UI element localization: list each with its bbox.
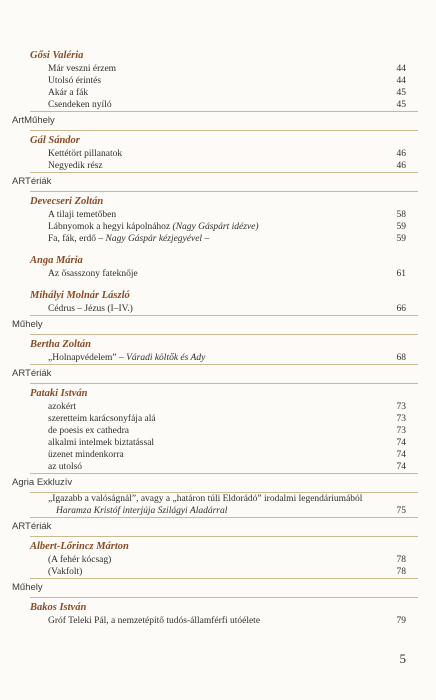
entry-page-number: 74	[396, 450, 406, 460]
entry-page-number: 73	[396, 426, 406, 436]
entry-page-number: 46	[396, 149, 406, 159]
toc-entry	[48, 268, 406, 280]
entry-page-number: 74	[396, 462, 406, 472]
entry-page-number: 45	[396, 100, 406, 110]
section-heading: ARTériák	[12, 176, 52, 187]
author-name: Mihályi Molnár László	[30, 290, 130, 301]
entry-page-number: 78	[396, 555, 406, 565]
section-divider	[30, 364, 418, 365]
section-divider	[30, 315, 418, 316]
entry-title: Cédrus – Jézus (I–IV.)	[48, 304, 133, 314]
entry-note: Haramza Kristóf interjúja Szilágyi Aladárral	[56, 506, 228, 516]
author-name: Anga Mária	[30, 255, 83, 266]
toc-entry	[48, 449, 406, 461]
entry-title: Gróf Teleki Pál, a nemzetépítő tudós-államférfi utóélete	[48, 616, 261, 626]
section-divider	[30, 111, 418, 112]
entry-title: A tilaji temetőben	[48, 210, 117, 220]
toc-entry	[48, 87, 406, 99]
toc-entry	[48, 75, 406, 87]
section-divider	[30, 536, 418, 537]
entry-title: Lábnyomok a hegyi kápolnához	[48, 222, 171, 232]
entry-title: Negyedik rész	[48, 161, 103, 171]
section-divider	[30, 597, 418, 598]
author-name: Pataki István	[30, 388, 88, 399]
entry-page-number: 68	[396, 353, 406, 363]
section-divider	[30, 130, 418, 131]
entry-title: „Igazabb a valóságnál”, avagy a „határon túli Eldorádó” irodalmi legendáriumából	[48, 494, 363, 504]
author-name: Albert-Lőrincz Márton	[30, 541, 129, 552]
entry-title: Akár a fák	[48, 88, 89, 98]
section-divider	[30, 383, 418, 384]
toc-entry	[56, 505, 406, 517]
entry-note: (Nagy Gáspárt idézve)	[172, 222, 259, 232]
entry-title: Csendeken nyíló	[48, 100, 112, 110]
author-name: Bakos István	[30, 602, 87, 613]
toc-entry	[48, 63, 406, 75]
entry-title: Már veszni érzem	[48, 64, 117, 74]
entry-title: Kettétört pillanatok	[48, 149, 123, 159]
entry-note: Nagy Gáspár kézjegyével –	[105, 234, 210, 244]
section-divider	[30, 191, 418, 192]
entry-title: de poesis ex cathedra	[48, 426, 129, 436]
entry-title: az utolsó	[48, 462, 83, 472]
toc-entry	[48, 221, 406, 233]
entry-page-number: 78	[396, 567, 406, 577]
author-name: Gősi Valéria	[30, 50, 84, 61]
entry-page-number: 46	[396, 161, 406, 171]
entry-page-number: 45	[396, 88, 406, 98]
entry-title: azokért	[48, 402, 76, 412]
toc-entry	[48, 554, 406, 566]
entry-page-number: 44	[396, 76, 406, 86]
entry-title: Az ősasszony fateknője	[48, 269, 138, 279]
entry-page-number: 44	[396, 64, 406, 74]
toc-entry	[48, 303, 406, 315]
author-name: Bertha Zoltán	[30, 339, 91, 350]
toc-entry	[48, 437, 406, 449]
entry-title: (A fehér kócsag)	[48, 555, 112, 565]
toc-entry	[48, 233, 406, 245]
entry-page-number: 59	[396, 222, 406, 232]
author-name: Devecseri Zoltán	[30, 196, 104, 207]
section-heading: Műhely	[12, 582, 43, 593]
entry-page-number: 61	[396, 269, 406, 279]
entry-note: Váradi költők és Ady	[126, 353, 206, 363]
section-divider	[30, 334, 418, 335]
section-divider	[30, 473, 418, 474]
entry-page-number: 73	[396, 414, 406, 424]
section-heading: Agria Exkluzív	[12, 477, 73, 488]
entry-page-number: 74	[396, 438, 406, 448]
entry-title: alkalmi intelmek biztatással	[48, 438, 155, 448]
entry-page-number: 79	[396, 616, 406, 626]
entry-page-number: 66	[396, 304, 406, 314]
entry-title: „Holnapvédelem” –	[48, 353, 124, 363]
section-heading: ARTériák	[12, 368, 52, 379]
toc-entry	[48, 566, 406, 578]
entry-title: (Vakfolt)	[48, 567, 83, 577]
entry-page-number: 59	[396, 234, 406, 244]
entry-title: üzenet mindenkorra	[48, 450, 124, 460]
toc-entry	[48, 99, 406, 111]
section-heading: ArtMűhely	[12, 115, 55, 126]
toc-entry	[48, 615, 406, 627]
section-heading: Műhely	[12, 319, 43, 330]
toc-entry	[48, 352, 406, 364]
entry-page-number: 75	[396, 506, 406, 516]
page-number: 5	[399, 651, 406, 666]
section-divider	[30, 578, 418, 579]
toc-entry	[48, 461, 406, 473]
entry-title: Fa, fák, erdő –	[48, 234, 104, 244]
toc-entry	[48, 413, 406, 425]
section-divider	[30, 172, 418, 173]
section-heading: ARTériák	[12, 521, 52, 532]
entry-title: Utolsó érintés	[48, 76, 102, 86]
entry-title: szeretteim karácsonyfája alá	[48, 414, 156, 424]
toc-entry	[48, 425, 406, 437]
toc-entry	[48, 209, 406, 221]
toc-entry	[48, 401, 406, 413]
entry-page-number: 58	[396, 210, 406, 220]
entry-page-number: 73	[396, 402, 406, 412]
toc-entry	[48, 160, 406, 172]
table-of-contents	[0, 46, 436, 627]
author-name: Gál Sándor	[30, 135, 80, 146]
toc-entry	[48, 493, 406, 505]
toc-entry	[48, 148, 406, 160]
section-divider	[30, 517, 418, 518]
